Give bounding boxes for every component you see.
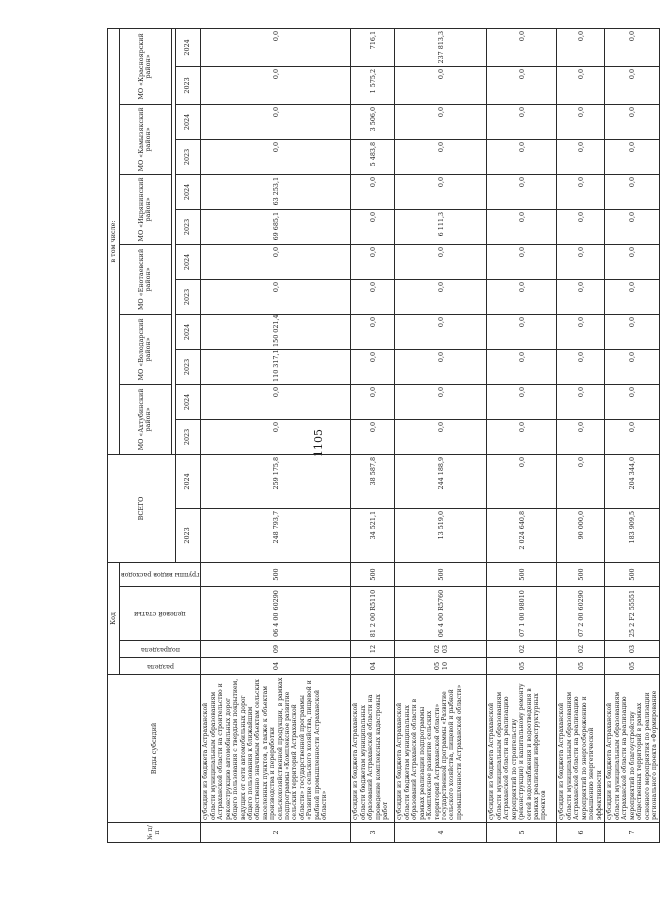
row-total-2024: 259 175,8 [201, 454, 351, 508]
row-value: 0,0 [201, 419, 351, 454]
header-code: Код [108, 562, 120, 674]
row-value: 0,0 [487, 349, 557, 384]
row-number: 7 [605, 823, 660, 843]
row-number: 4 [395, 823, 487, 843]
header-year: 2024 [175, 384, 201, 419]
row-value: 0,0 [557, 174, 605, 209]
row-value: 0,0 [351, 314, 395, 349]
row-expense-group: 500 [351, 562, 395, 586]
header-num: № п/п [108, 823, 201, 843]
subsidy-table [107, 28, 660, 843]
row-value: 0,0 [605, 104, 660, 139]
header-razdel: раздела [146, 662, 174, 671]
header-kind: Виды субсидий [108, 675, 201, 823]
table-row [605, 28, 660, 842]
row-value: 5 483,8 [351, 139, 395, 174]
row-value: 0,0 [487, 174, 557, 209]
row-description: субсидии из бюджета Астраханской области муниципальным образованиям Астраханской области на строительство и реконструкцию автомобильных дорог общего пользования с твердым покрытием, ведущих от сети автомобильных дорог общего пользования к ближайшим общественно значимым объектам сельских населенных пунктов, а также к объектам производства и переработки сельскохозяйственной продукции, в рамках подпрограммы «Комплексное развитие сельских территорий Астраханской области» государственной программы «Развитие сельского хозяйства, пищевой и рыбной промышленности Астраханской области» [201, 675, 351, 823]
row-expense-group: 500 [605, 562, 660, 586]
table-row [487, 28, 557, 842]
row-value: 0,0 [605, 28, 660, 66]
row-target-article: 06 4 00 R5760 [395, 587, 487, 641]
row-value: 0,0 [487, 104, 557, 139]
row-number: 6 [557, 823, 605, 843]
row-value: 6 111,3 [395, 209, 487, 244]
row-razdel: 05 [487, 658, 557, 675]
row-razdel: 04 [201, 658, 351, 675]
row-value: 0,0 [487, 28, 557, 66]
row-value: 0,0 [351, 174, 395, 209]
row-description: субсидии из бюджета Астраханской области бюджетам муниципальных образований Астраханской области на проведение комплексных кадастровых работ [351, 675, 395, 823]
row-value: 0,0 [605, 349, 660, 384]
row-value: 0,0 [395, 139, 487, 174]
row-value: 0,0 [605, 314, 660, 349]
header-mo-krasnoyarsky: МО «Красноярский район» [120, 28, 172, 104]
row-value: 0,0 [487, 66, 557, 104]
row-value: 0,0 [605, 174, 660, 209]
row-value: 0,0 [487, 384, 557, 419]
row-value: 0,0 [605, 209, 660, 244]
row-razdel: 05 10 [395, 658, 487, 675]
row-value: 0,0 [395, 419, 487, 454]
row-target-article: 25 2 F2 55551 [605, 587, 660, 641]
row-value: 0,0 [201, 279, 351, 314]
row-total-2023: 90 000,0 [557, 508, 605, 562]
header-year: 2024 [175, 314, 201, 349]
header-year: 2023 [175, 279, 201, 314]
row-podrazdel: 02 [487, 641, 557, 658]
row-razdel: 05 [605, 658, 660, 675]
header-podrazdel: подраздела [140, 645, 180, 654]
row-total-2023: 13 519,0 [395, 508, 487, 562]
row-value: 0,0 [487, 419, 557, 454]
row-value: 110 317,1 [201, 349, 351, 384]
header-mo-enotaevsky: МО «Енотаевский район» [120, 244, 172, 314]
row-value: 0,0 [557, 209, 605, 244]
row-description: субсидии из бюджета Астраханской области муниципальным образованиям Астраханской области на реализацию мероприятий по строительству (реконструкции) и капитальному ремонту сетей водоснабжения и водоотведения в рамках реализации инфраструктурных проектов [487, 675, 557, 823]
row-description: субсидии из бюджета Астраханской области муниципальным образованиям Астраханской области на реализацию мероприятий по энергосбережению и повышению энергетической эффективности [557, 675, 605, 823]
row-target-article: 06 4 00 60290 [201, 587, 351, 641]
row-target-article: 07 1 00 98010 [487, 587, 557, 641]
table-row [201, 28, 351, 842]
row-expense-group: 500 [201, 562, 351, 586]
row-value: 0,0 [201, 66, 351, 104]
row-value: 0,0 [351, 349, 395, 384]
header-year: 2023 [175, 139, 201, 174]
row-value: 0,0 [395, 244, 487, 279]
header-year: 2023 [175, 66, 201, 104]
row-expense-group: 500 [557, 562, 605, 586]
row-number: 5 [487, 823, 557, 843]
row-value: 0,0 [351, 384, 395, 419]
row-value: 716,1 [351, 28, 395, 66]
row-podrazdel: 02 03 [395, 641, 487, 658]
header-expense-group: группы видов расходов [121, 571, 200, 580]
row-total-2023: 2 024 640,8 [487, 508, 557, 562]
row-value: 0,0 [557, 28, 605, 66]
row-value: 0,0 [557, 66, 605, 104]
row-target-article: 81 2 00 R5110 [351, 587, 395, 641]
row-value: 0,0 [201, 139, 351, 174]
row-value: 0,0 [605, 244, 660, 279]
row-value: 0,0 [395, 314, 487, 349]
row-value: 0,0 [395, 104, 487, 139]
row-value: 0,0 [487, 244, 557, 279]
row-value: 0,0 [605, 139, 660, 174]
row-value: 63 253,1 [201, 174, 351, 209]
header-year: 2024 [175, 174, 201, 209]
row-value: 0,0 [557, 104, 605, 139]
row-podrazdel: 02 [557, 641, 605, 658]
row-value: 0,0 [395, 174, 487, 209]
row-total-2024: 38 587,8 [351, 454, 395, 508]
row-podrazdel: 09 [201, 641, 351, 658]
row-value: 0,0 [487, 139, 557, 174]
header-year: 2023 [175, 349, 201, 384]
row-razdel: 05 [557, 658, 605, 675]
row-razdel: 04 [351, 658, 395, 675]
header-mo-ikryaninsky: МО «Икрянинский район» [120, 174, 172, 244]
row-podrazdel: 12 [351, 641, 395, 658]
page-number: 1105 [312, 429, 325, 457]
header-year: 2023 [175, 419, 201, 454]
row-value: 237 813,3 [395, 28, 487, 66]
row-value: 0,0 [201, 384, 351, 419]
row-podrazdel: 03 [605, 641, 660, 658]
row-value: 0,0 [487, 209, 557, 244]
row-value: 0,0 [201, 28, 351, 66]
row-description: субсидии из бюджета Астраханской области муниципальным образованиям Астраханской области на реализацию мероприятий по благоустройству общественных территорий в рамках основного мероприятия по реализации регионального проекта «Формирование [605, 675, 660, 823]
row-total-2024: 0,0 [557, 454, 605, 508]
header-year: 2024 [175, 244, 201, 279]
table-row [557, 28, 605, 842]
row-expense-group: 500 [487, 562, 557, 586]
row-value: 0,0 [487, 279, 557, 314]
row-total-2024: 0,0 [487, 454, 557, 508]
header-year: 2024 [175, 28, 201, 66]
row-target-article: 07 2 00 60290 [557, 587, 605, 641]
header-year: 2024 [175, 104, 201, 139]
row-value: 0,0 [605, 279, 660, 314]
row-value: 69 685,1 [201, 209, 351, 244]
table-row [351, 28, 395, 842]
header-year: 2024 [175, 454, 201, 508]
header-year: 2023 [175, 209, 201, 244]
header-target-article: целевой статьи [134, 610, 187, 619]
header-mo-akhtubinsky: МО «Ахтубинский район» [120, 384, 172, 454]
row-value: 0,0 [557, 419, 605, 454]
header-mo-kamyzyaksky: МО «Камызякский район» [120, 104, 172, 174]
header-mo-volodarsky: МО «Володарский район» [120, 314, 172, 384]
header-incl: в том числе: [108, 28, 120, 454]
row-value: 0,0 [557, 139, 605, 174]
row-value: 0,0 [395, 349, 487, 384]
row-value: 0,0 [487, 314, 557, 349]
row-value: 0,0 [605, 384, 660, 419]
row-value: 0,0 [351, 244, 395, 279]
row-value: 0,0 [557, 384, 605, 419]
row-value: 0,0 [201, 244, 351, 279]
row-value: 0,0 [605, 66, 660, 104]
table-row [395, 28, 487, 842]
row-value: 0,0 [557, 279, 605, 314]
row-value: 0,0 [395, 279, 487, 314]
row-value: 0,0 [605, 419, 660, 454]
row-total-2023: 34 521,1 [351, 508, 395, 562]
rotated-page [107, 30, 658, 843]
row-value: 150 021,4 [201, 314, 351, 349]
row-total-2023: 248 793,7 [201, 508, 351, 562]
row-value: 0,0 [557, 244, 605, 279]
row-total-2023: 183 909,5 [605, 508, 660, 562]
row-value: 0,0 [557, 349, 605, 384]
row-number: 2 [201, 823, 351, 843]
row-description: субсидии из бюджета Астраханской области бюджетам муниципальных образований Астраханской области в рамках реализации подпрограммы «Комплексное развитие сельских территорий Астраханской области» государственной программы «Развитие сельского хозяйства, пищевой и рыбной промышленности Астраханской области» [395, 675, 487, 823]
row-expense-group: 500 [395, 562, 487, 586]
row-number: 3 [351, 823, 395, 843]
row-value: 0,0 [351, 279, 395, 314]
row-value: 0,0 [395, 384, 487, 419]
row-total-2024: 244 188,9 [395, 454, 487, 508]
row-value: 0,0 [351, 419, 395, 454]
row-total-2024: 204 344,0 [605, 454, 660, 508]
row-value: 0,0 [351, 209, 395, 244]
header-year: 2023 [175, 508, 201, 562]
row-value: 0,0 [395, 66, 487, 104]
row-value: 0,0 [201, 104, 351, 139]
row-value: 3 506,0 [351, 104, 395, 139]
row-value: 0,0 [557, 314, 605, 349]
row-value: 1 575,2 [351, 66, 395, 104]
header-total: ВСЕГО [108, 454, 176, 562]
